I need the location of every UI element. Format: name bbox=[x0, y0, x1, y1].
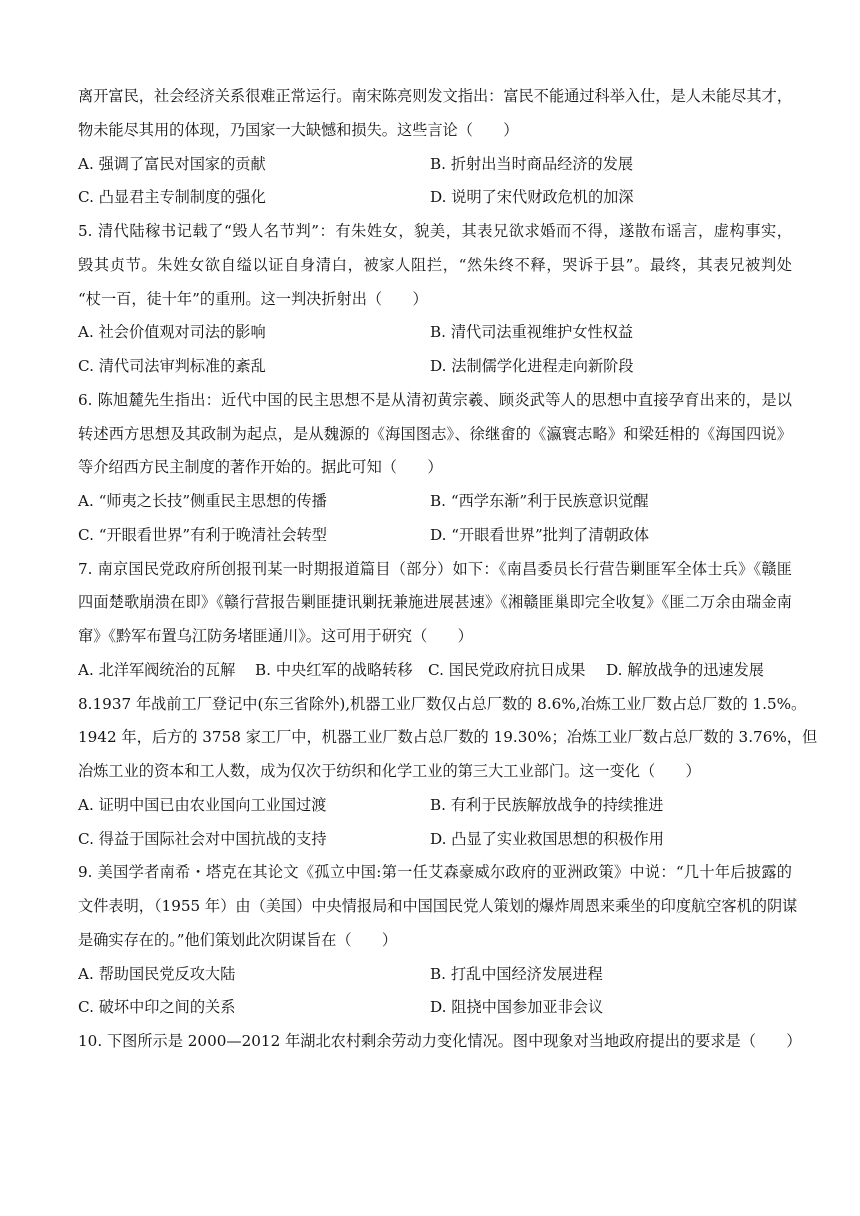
option-d: D. 法制儒学化进程走向新阶段 bbox=[430, 357, 634, 375]
question-text-line: “杖一百，徒十年”的重刑。这一判决折射出（ ） bbox=[78, 289, 428, 308]
options-row bbox=[78, 789, 792, 823]
option-a: A. 帮助国民党反攻大陆 bbox=[78, 964, 236, 983]
question-9 bbox=[78, 856, 798, 1025]
question-text-line: 毁其贞节。朱姓女欲自缢以证自身清白，被家人阻拦，“然朱终不释，哭诉于县”。最终，其表兄被判处 bbox=[78, 255, 792, 274]
question-text-line: 离开富民，社会经济关系很难正常运行。南宋陈亮则发文指出：富民不能通过科举入仕，是人未能尽其才， bbox=[78, 87, 792, 105]
option-c: C. 得益于国际社会对中国抗战的支持 bbox=[78, 829, 327, 848]
question-text-line: 四面楚歌崩溃在即》《赣行营报告剿匪捷讯剿抚兼施进展甚速》《湘赣匪巢即完全收复》《匪二万余由瑞金南 bbox=[78, 593, 792, 612]
option-b: B. 有利于民族解放战争的持续推进 bbox=[430, 795, 664, 814]
option-c: C. 清代司法审判标准的紊乱 bbox=[78, 357, 266, 375]
option-b: B. “西学东渐”利于民族意识觉醒 bbox=[430, 492, 649, 510]
option-d: D. 说明了宋代财政危机的加深 bbox=[430, 188, 634, 207]
option-b: B. 打乱中国经济发展进程 bbox=[430, 964, 603, 983]
question-text-line: 10. 下图所示是 2000—2012 年湖北农村剩余劳动力变化情况。图中现象对当地政府提出的要求是（ ） bbox=[78, 1032, 802, 1050]
options-row bbox=[78, 991, 792, 1025]
options-row bbox=[78, 148, 792, 182]
option-b: B. 折射出当时商品经济的发展 bbox=[430, 154, 634, 173]
option-c: C. “开眼看世界”有利于晚清社会转型 bbox=[78, 525, 327, 544]
question-text-line: 窜》《黔军布置乌江防务堵匪通川》。这可用于研究（ ） bbox=[78, 627, 473, 645]
question-text-line: 9. 美国学者南希・塔克在其论文《孤立中国:第一任艾森豪威尔政府的亚洲政策》中说：“几十年后披露的 bbox=[78, 863, 792, 882]
options-row bbox=[78, 823, 792, 857]
question-10 bbox=[78, 1025, 802, 1059]
option-c: C. 凸显君主专制制度的强化 bbox=[78, 188, 266, 207]
question-text-line: 物未能尽其用的体现，乃国家一大缺憾和损失。这些言论（ ） bbox=[78, 120, 519, 139]
question-text-line: 冶炼工业的资本和工人数，成为仅次于纺织和化学工业的第三大工业部门。这一变化（ ） bbox=[78, 762, 701, 780]
options-row bbox=[78, 350, 792, 384]
option-d: D. 阻挠中国参加亚非会议 bbox=[430, 998, 604, 1017]
page-content bbox=[78, 80, 818, 1059]
option-d: D. “开眼看世界”批判了清朝政体 bbox=[430, 525, 650, 544]
question-text-line: 文件表明，（1955 年）由（美国）中央情报局和中国国民党人策划的爆炸周恩来乘坐的印度航空客机的阴谋 bbox=[78, 897, 798, 915]
option-b: B. 清代司法重视维护女性权益 bbox=[430, 323, 634, 342]
options-row bbox=[78, 181, 792, 215]
options-row bbox=[78, 316, 792, 350]
question-text-line: 6. 陈旭麓先生指出：近代中国的民主思想不是从清初黄宗羲、顾炎武等人的思想中直接孕育出来的，是以 bbox=[78, 390, 792, 409]
options-row bbox=[78, 654, 792, 688]
question-7 bbox=[78, 553, 792, 688]
question-4-continuation bbox=[78, 80, 792, 215]
options-row bbox=[78, 958, 792, 992]
question-text-line: 7. 南京国民党政府所创报刊某一时期报道篇目（部分）如下：《南昌委员长行营告剿匪军全体士兵》《赣匪 bbox=[78, 559, 792, 578]
question-text-line: 等介绍西方民主制度的著作开始的。据此可知（ ） bbox=[78, 458, 443, 477]
question-text-line: 是确实存在的。”他们策划此次阴谋旨在（ ） bbox=[78, 930, 398, 949]
option-c: C. 国民党政府抗日成果 bbox=[428, 660, 586, 679]
option-a: A. 强调了富民对国家的贡献 bbox=[78, 154, 266, 173]
option-a: A. “师夷之长技”侧重民主思想的传播 bbox=[78, 492, 327, 510]
question-text-line: 8.1937 年战前工厂登记中(东三省除外),机器工业厂数仅占总厂数的 8.6%,冶炼工业厂数占总厂数的 1.5%。 bbox=[78, 694, 807, 713]
option-a: A. 社会价值观对司法的影响 bbox=[78, 323, 266, 342]
option-d: D. 凸显了实业救国思想的积极作用 bbox=[430, 829, 664, 848]
options-row bbox=[78, 519, 792, 553]
question-5 bbox=[78, 215, 792, 384]
option-c: C. 破坏中印之间的关系 bbox=[78, 998, 236, 1017]
question-6 bbox=[78, 384, 792, 553]
options-row bbox=[78, 485, 792, 519]
question-text-line: 1942 年，后方的 3758 家工厂中，机器工业厂数占总厂数的 19.30%；冶炼工业厂数占总厂数的 3.76%，但 bbox=[78, 728, 818, 747]
option-d: D. 解放战争的迅速发展 bbox=[606, 660, 764, 679]
question-text-line: 5. 清代陆稼书记载了“毁人名节判”：有朱姓女，貌美，其表兄欲求婚而不得，遂散布谣言，虚构事实， bbox=[78, 222, 792, 240]
option-b: B. 中央红军的战略转移 bbox=[255, 660, 413, 679]
option-a: A. 北洋军阀统治的瓦解 bbox=[78, 660, 236, 679]
question-text-line: 转述西方思想及其政制为起点，是从魏源的《海国图志》、徐继畲的《瀛寰志略》和梁廷枏的《海国四说》 bbox=[78, 424, 792, 443]
question-8 bbox=[78, 688, 818, 857]
option-a: A. 证明中国已由农业国向工业国过渡 bbox=[78, 795, 327, 814]
